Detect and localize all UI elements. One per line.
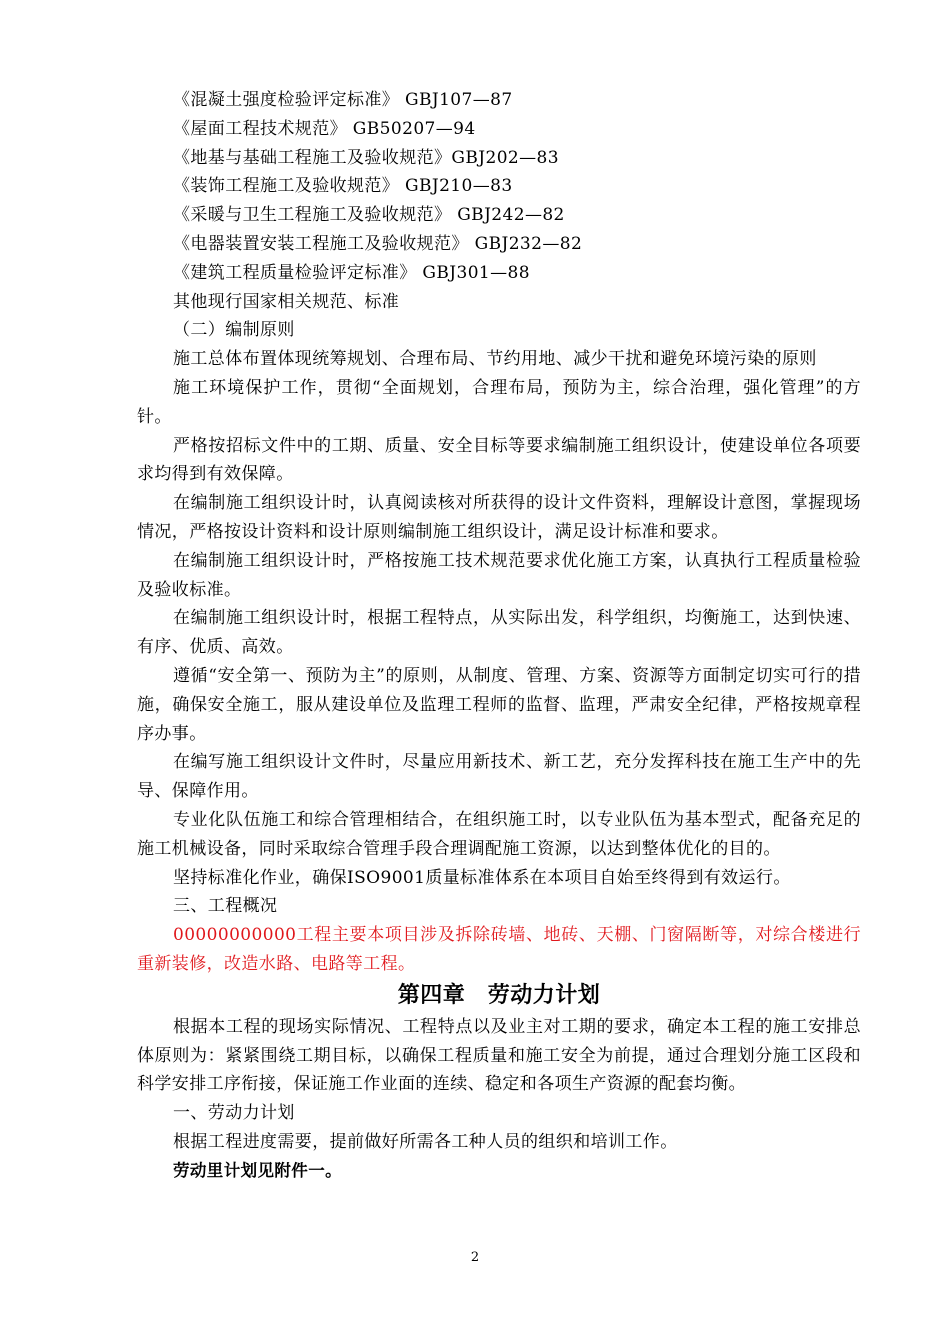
principle-paragraph: 施工环境保护工作，贯彻“全面规划，合理布局，预防为主，综合治理，强化管理”的方针。 [137, 377, 861, 427]
standard-item: 《装饰工程施工及验收规范》 GBJ210—83 [173, 176, 513, 197]
principle-paragraph: 在编写施工组织设计文件时，尽量应用新技术、新工艺，充分发挥科技在施工生产中的先导、保障作用。 [137, 752, 861, 802]
page-body [137, 86, 861, 1185]
principle-paragraph: 坚持标准化作业，确保ISO9001质量标准体系在本项目自始至终得到有效运行。 [173, 867, 791, 888]
section-heading-principles: （二）编制原则 [173, 320, 295, 341]
chapter-intro-paragraph: 根据本工程的现场实际情况、工程特点以及业主对工期的要求，确定本工程的施工安排总体原则为：紧紧围绕工期目标，以确保工程质量和施工安全为前提，通过合理划分施工区段和科学安排工序衔接，保证施工作业面的连续、稳定和各项生产资源的配套均衡。 [137, 1016, 861, 1095]
standard-item: 《屋面工程技术规范》 GB50207—94 [173, 118, 476, 139]
page-number: 2 [470, 1250, 480, 1265]
standard-item: 《电器装置安装工程施工及验收规范》 GBJ232—82 [173, 233, 583, 254]
principle-paragraph: 在编制施工组织设计时，根据工程特点，从实际出发，科学组织，均衡施工，达到快速、有序、优质、高效。 [137, 608, 861, 658]
standard-item: 《建筑工程质量检验评定标准》 GBJ301—88 [173, 262, 530, 283]
standard-item: 《采暖与卫生工程施工及验收规范》 GBJ242—82 [173, 205, 565, 226]
project-overview-text: 00000000000工程主要本项目涉及拆除砖墙、地砖、天棚、门窗隔断等，对综合楼进行重新装修，改造水路、电路等工程。 [137, 925, 861, 974]
principle-paragraph: 施工总体布置体现统筹规划、合理布局、节约用地、减少干扰和避免环境污染的原则 [173, 349, 817, 370]
chapter-title: 第四章 劳动力计划 [397, 982, 601, 1008]
principle-paragraph: 遵循“安全第一、预防为主”的原则，从制度、管理、方案、资源等方面制定切实可行的措施，确保安全施工，服从建设单位及监理工程师的监督、监理，严肃安全纪律，严格按规章程序办事。 [137, 665, 861, 744]
section-heading-labor: 一、劳动力计划 [173, 1103, 295, 1124]
principle-paragraph: 在编制施工组织设计时，认真阅读核对所获得的设计文件资料，理解设计意图，掌握现场情况，严格按设计资料和设计原则编制施工组织设计，满足设计标准和要求。 [137, 493, 861, 542]
standard-item: 《混凝土强度检验评定标准》 GBJ107—87 [173, 90, 513, 110]
other-standards: 其他现行国家相关规范、标准 [173, 291, 400, 312]
principle-paragraph: 在编制施工组织设计时，严格按施工技术规范要求优化施工方案，认真执行工程质量检验及验收标准。 [137, 550, 861, 600]
principle-paragraph: 严格按招标文件中的工期、质量、安全目标等要求编制施工组织设计，使建设单位各项要求均得到有效保障。 [137, 435, 861, 485]
labor-text: 根据工程进度需要，提前做好所需各工种人员的组织和培训工作。 [173, 1131, 678, 1152]
standard-item: 《地基与基础工程施工及验收规范》GBJ202—83 [173, 147, 559, 168]
section-heading-overview: 三、工程概况 [173, 896, 278, 917]
labor-attachment-note: 劳动里计划见附件一。 [173, 1160, 342, 1180]
principle-paragraph: 专业化队伍施工和综合管理相结合，在组织施工时，以专业队伍为基本型式，配备充足的施工机械设备，同时采取综合管理手段合理调配施工资源，以达到整体优化的目的。 [137, 809, 861, 859]
